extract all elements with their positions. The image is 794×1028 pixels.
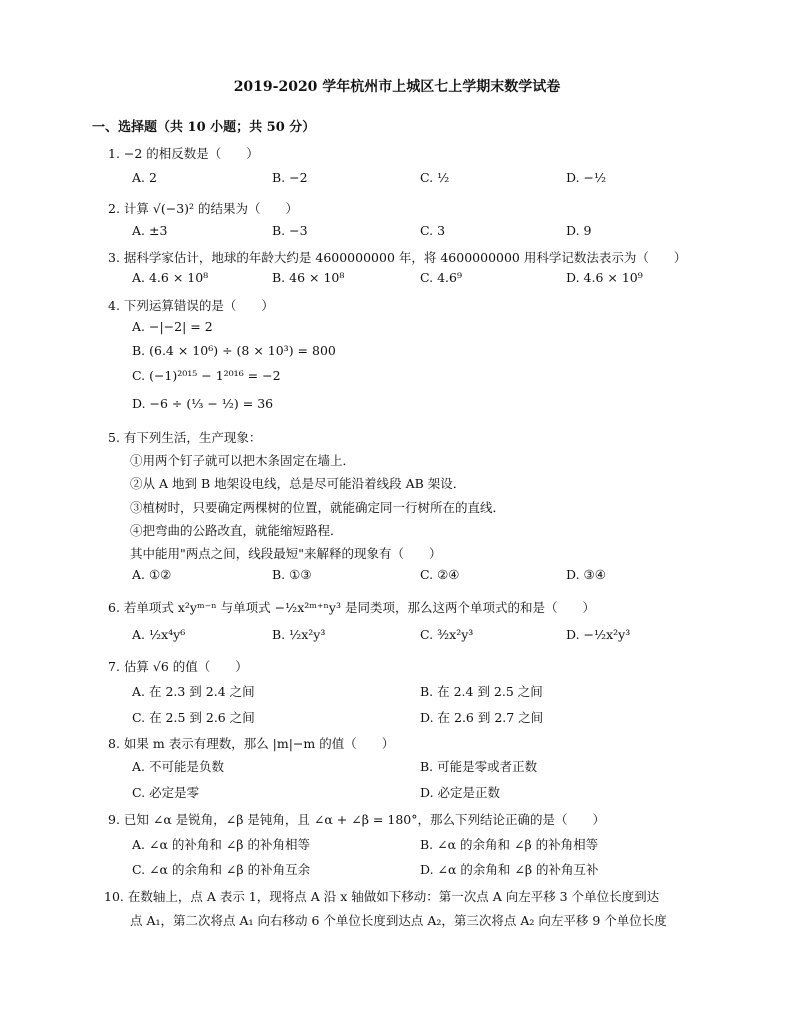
- question-7: 7. 估算 √6 的值（ ）: [108, 659, 248, 674]
- question-2: 2. 计算 √(−3)² 的结果为（ ）: [108, 201, 299, 216]
- q6-option-a[interactable]: A. ½x⁴y⁶: [132, 627, 186, 642]
- q3-option-c[interactable]: C. 4.6⁹: [420, 270, 462, 285]
- question-9: 9. 已知 ∠α 是锐角，∠β 是钝角，且 ∠α + ∠β = 180°，那么下列结论正确的是（ ）: [108, 812, 605, 827]
- q3-option-a[interactable]: A. 4.6 × 10⁸: [132, 270, 209, 285]
- question-10: 10. 在数轴上，点 A 表示 1，现将点 A 沿 x 轴做如下移动：第一次点 A 向左平移 3 个单位长度到达: [104, 889, 660, 904]
- q4-option-b[interactable]: B. (6.4 × 10⁶) ÷ (8 × 10³) = 800: [132, 343, 336, 358]
- section-heading: 一、选择题（共 10 小题；共 50 分）: [92, 120, 316, 135]
- q2-option-c[interactable]: C. 3: [420, 223, 446, 238]
- q1-option-d[interactable]: D. −½: [566, 170, 607, 185]
- q2-option-a[interactable]: A. ±3: [132, 223, 168, 238]
- q1-option-c[interactable]: C. ½: [420, 170, 450, 185]
- q5-line-2: ②从 A 地到 B 地架设电线，总是尽可能沿着线段 AB 架设．: [130, 476, 466, 491]
- q6-option-d[interactable]: D. −½x²y³: [566, 627, 631, 642]
- q5-line-4: ④把弯曲的公路改直，就能缩短路程．: [130, 523, 343, 538]
- question-1: 1. −2 的相反数是（ ）: [108, 146, 259, 161]
- q7-option-c[interactable]: C. 在 2.5 到 2.6 之间: [132, 710, 255, 725]
- q3-option-d[interactable]: D. 4.6 × 10⁹: [566, 270, 643, 285]
- q5-option-d[interactable]: D. ③④: [566, 567, 606, 582]
- q7-option-d[interactable]: D. 在 2.6 到 2.7 之间: [420, 710, 544, 725]
- q1-option-b[interactable]: B. −2: [272, 170, 308, 185]
- question-6: 6. 若单项式 x²yᵐ⁻ⁿ 与单项式 −½x²ᵐ⁺ⁿy³ 是同类项，那么这两个单项式的和是（ ）: [108, 600, 595, 615]
- q1-option-a[interactable]: A. 2: [132, 170, 157, 185]
- question-8: 8. 如果 m 表示有理数，那么 |m|−m 的值（ ）: [108, 736, 395, 751]
- q6-option-c[interactable]: C. ³⁄₂x²y³: [420, 627, 474, 642]
- question-4: 4. 下列运算错误的是（ ）: [108, 298, 274, 313]
- q9-option-c[interactable]: C. ∠α 的余角和 ∠β 的补角互余: [132, 862, 311, 877]
- q2-option-b[interactable]: B. −3: [272, 223, 308, 238]
- q9-option-b[interactable]: B. ∠α 的余角和 ∠β 的补角相等: [420, 837, 599, 852]
- q7-option-b[interactable]: B. 在 2.4 到 2.5 之间: [420, 684, 543, 699]
- q5-line-5: 其中能用"两点之间，线段最短"来解释的现象有（ ）: [130, 546, 442, 561]
- q9-option-a[interactable]: A. ∠α 的补角和 ∠β 的补角相等: [132, 837, 311, 852]
- q4-option-c[interactable]: C. (−1)²⁰¹⁵ − 1²⁰¹⁶ = −2: [132, 368, 281, 383]
- q5-option-c[interactable]: C. ②④: [420, 567, 460, 582]
- q8-option-d[interactable]: D. 必定是正数: [420, 785, 501, 800]
- q2-option-d[interactable]: D. 9: [566, 223, 592, 238]
- q10-line-2: 点 A₁，第二次将点 A₁ 向右移动 6 个单位长度到达点 A₂，第三次将点 A₂ 向左平移 9 个单位长度: [130, 913, 667, 928]
- q5-option-a[interactable]: A. ①②: [132, 567, 172, 582]
- q3-option-b[interactable]: B. 46 × 10⁸: [272, 270, 345, 285]
- q8-option-a[interactable]: A. 不可能是负数: [132, 759, 224, 774]
- q4-option-d[interactable]: D. −6 ÷ (⅓ − ½) = 36: [132, 396, 274, 411]
- q6-option-b[interactable]: B. ½x²y³: [272, 627, 326, 642]
- q5-line-3: ③植树时，只要确定两棵树的位置，就能确定同一行树所在的直线．: [130, 500, 506, 515]
- exam-title: 2019-2020 学年杭州市上城区七上学期末数学试卷: [233, 79, 561, 95]
- q4-option-a[interactable]: A. −|−2| = 2: [132, 319, 213, 334]
- q8-option-b[interactable]: B. 可能是零或者正数: [420, 759, 538, 774]
- question-5: 5. 有下列生活，生产现象：: [108, 430, 262, 445]
- question-3: 3. 据科学家估计，地球的年龄大约是 4600000000 年，将 4600000000 用科学记数法表示为（ ）: [108, 250, 687, 265]
- q9-option-d[interactable]: D. ∠α 的余角和 ∠β 的补角互补: [420, 862, 599, 877]
- q7-option-a[interactable]: A. 在 2.3 到 2.4 之间: [132, 684, 255, 699]
- q8-option-c[interactable]: C. 必定是零: [132, 785, 200, 800]
- q5-option-b[interactable]: B. ①③: [272, 567, 312, 582]
- q5-line-1: ①用两个钉子就可以把木条固定在墙上．: [130, 453, 356, 468]
